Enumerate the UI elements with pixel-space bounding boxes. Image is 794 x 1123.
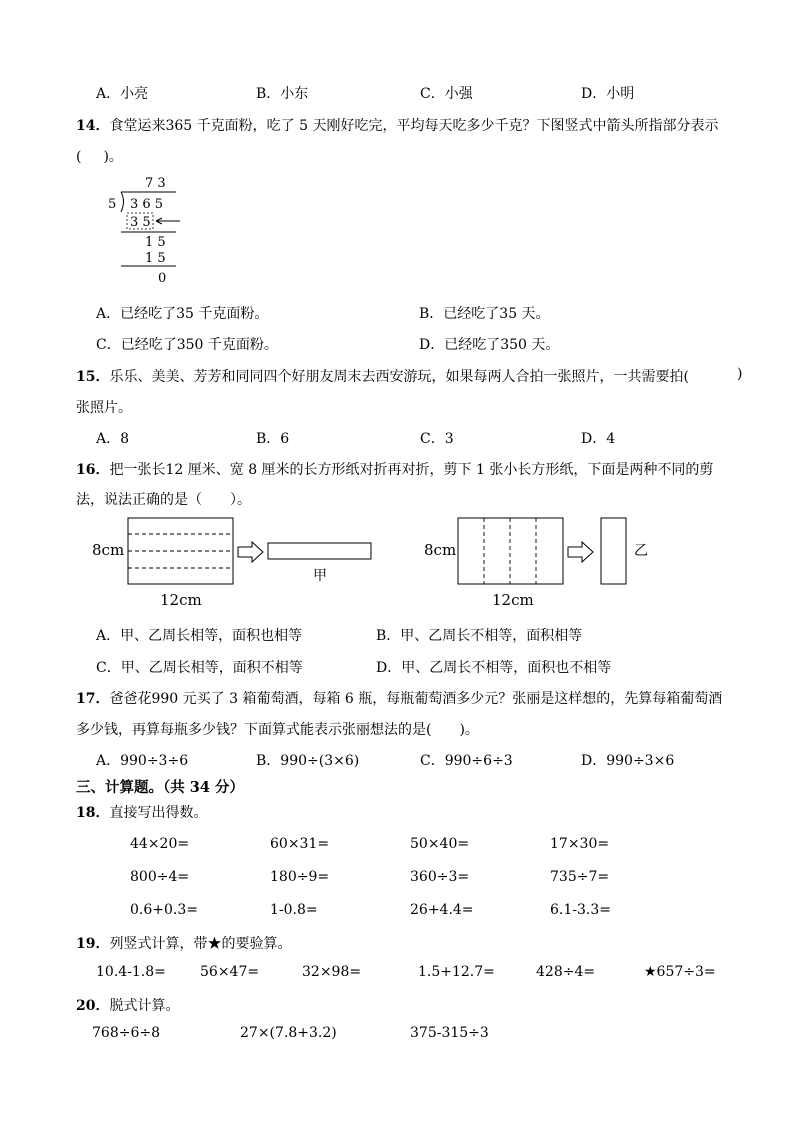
q18-item: 17×30= bbox=[550, 836, 610, 852]
q15-text: 乐乐、美美、芳芳和同同四个好朋友周末去西安游玩，如果每两人合拍一张照片，一共需要拍( bbox=[109, 369, 689, 385]
division-step3: 1 5 bbox=[145, 251, 166, 266]
q16-text: 把一张长12 厘米、宽 8 厘米的长方形纸对折再对折，剪下 1 张小长方形纸，下面是两种不同的剪 bbox=[109, 462, 714, 478]
right-result-label: 乙 bbox=[634, 543, 648, 559]
q18-item: 800÷4= bbox=[130, 869, 190, 885]
q15-line1 bbox=[76, 366, 689, 386]
q17-option-c: C．990÷6÷3 bbox=[420, 753, 513, 769]
right-arrow-icon bbox=[568, 542, 593, 562]
q18-item: 6.1-3.3= bbox=[550, 902, 611, 918]
q19-item: 428÷4= bbox=[536, 964, 596, 980]
q17-option-d: D．990÷3×6 bbox=[581, 753, 675, 769]
q16-option-b: B．甲、乙周长不相等，面积相等 bbox=[376, 628, 583, 644]
q20-line bbox=[76, 995, 179, 1015]
left-arrow-icon bbox=[238, 542, 263, 562]
q18-text: 直接写出得数。 bbox=[109, 805, 208, 821]
q16-number: 16． bbox=[76, 462, 110, 478]
q18-item: 1-0.8= bbox=[270, 902, 318, 918]
right-paper-rect bbox=[458, 518, 563, 584]
q16-option-a: A．甲、乙周长相等，面积也相等 bbox=[96, 628, 303, 644]
q20-item: 375-315÷3 bbox=[410, 1025, 489, 1041]
q18-item: 26+4.4= bbox=[410, 902, 474, 918]
q19-line bbox=[76, 933, 291, 953]
q14-line1: 食堂运来365 千克面粉，吃了 5 天刚好吃完，平均每天吃多少千克？下图竖式中箭头所指部分表示 bbox=[109, 118, 719, 134]
division-quotient: 7 3 bbox=[145, 176, 166, 191]
q14-paren-close: )。 bbox=[103, 149, 123, 165]
q18-item: 60×31= bbox=[270, 836, 330, 852]
left-result-label: 甲 bbox=[313, 568, 327, 584]
q20-text: 脱式计算。 bbox=[109, 998, 180, 1014]
q13-option-a: A．小亮 bbox=[96, 86, 149, 102]
q16-figure bbox=[88, 512, 708, 612]
q16-option-d: D．甲、乙周长不相等，面积也不相等 bbox=[376, 660, 612, 676]
q16-option-c: C．甲、乙周长相等，面积不相等 bbox=[96, 660, 303, 676]
q14-option-b: B．已经吃了35 天。 bbox=[419, 306, 550, 322]
q14-option-d: D．已经吃了350 天。 bbox=[419, 337, 560, 353]
q14-number: 14． bbox=[76, 118, 110, 134]
right-height-label: 8cm bbox=[424, 541, 457, 559]
right-width-label: 12cm bbox=[492, 591, 534, 609]
q20-item: 768÷6÷8 bbox=[92, 1025, 160, 1041]
division-step2: 1 5 bbox=[145, 235, 166, 250]
division-remainder: 0 bbox=[158, 271, 167, 286]
q15-line2: 张照片。 bbox=[76, 400, 132, 416]
result-strip-yi bbox=[601, 518, 626, 584]
q17-option-b: B．990÷(3×6) bbox=[256, 753, 360, 769]
q17-number: 17． bbox=[76, 691, 110, 707]
q19-text: 列竖式计算，带★的要验算。 bbox=[109, 936, 292, 952]
q15-paren-close: ) bbox=[737, 366, 743, 382]
q13-option-c: C．小强 bbox=[420, 86, 473, 102]
q19-item: 1.5+12.7= bbox=[418, 964, 495, 980]
q14-paren-open: ( bbox=[76, 149, 82, 165]
q14-text bbox=[76, 115, 718, 135]
q17-line1 bbox=[76, 688, 722, 708]
q17-option-a: A．990÷3÷6 bbox=[96, 753, 189, 769]
left-width-label: 12cm bbox=[160, 591, 202, 609]
result-strip-jia bbox=[268, 543, 371, 559]
q19-item: 10.4-1.8= bbox=[96, 964, 166, 980]
division-dividend: 3 6 5 bbox=[130, 197, 164, 212]
q19-item: 32×98= bbox=[302, 964, 362, 980]
q15-number: 15． bbox=[76, 369, 110, 385]
division-divisor: 5 bbox=[108, 197, 117, 212]
section-3-title: 三、计算题。（共 34 分） bbox=[76, 779, 245, 796]
division-step1: 3 5 bbox=[130, 215, 151, 230]
q13-option-d: D．小明 bbox=[581, 86, 635, 102]
q20-number: 20． bbox=[76, 998, 110, 1014]
q20-item: 27×(7.8+3.2) bbox=[240, 1025, 337, 1041]
q15-option-a: A．8 bbox=[96, 431, 130, 447]
q18-item: 0.6+0.3= bbox=[130, 902, 198, 918]
q18-item: 360÷3= bbox=[410, 869, 470, 885]
q18-item: 44×20= bbox=[130, 836, 190, 852]
q16-line1 bbox=[76, 459, 713, 479]
q15-option-c: C．3 bbox=[420, 431, 454, 447]
q18-item: 735÷7= bbox=[550, 869, 610, 885]
left-height-label: 8cm bbox=[92, 541, 125, 559]
q18-item: 50×40= bbox=[410, 836, 470, 852]
q15-option-b: B．6 bbox=[256, 431, 290, 447]
q18-line bbox=[76, 802, 207, 822]
q14-long-division-figure bbox=[100, 172, 190, 290]
q14-option-c: C．已经吃了350 千克面粉。 bbox=[96, 337, 278, 353]
q17-text: 爸爸花990 元买了 3 箱葡萄酒，每箱 6 瓶，每瓶葡萄酒多少元？张丽是这样想的，先算每箱葡萄酒 bbox=[109, 691, 723, 707]
q14-option-a: A．已经吃了35 千克面粉。 bbox=[96, 306, 269, 322]
q16-line2: 法，说法正确的是（ ）。 bbox=[76, 492, 251, 508]
q15-option-d: D．4 bbox=[581, 431, 616, 447]
q18-number: 18． bbox=[76, 805, 110, 821]
q14-line2 bbox=[76, 146, 123, 166]
q19-item: ★657÷3= bbox=[644, 964, 716, 980]
q18-item: 180÷9= bbox=[270, 869, 330, 885]
q19-number: 19． bbox=[76, 936, 110, 952]
q17-line2: 多少钱，再算每瓶多少钱？下面算式能表示张丽想法的是( )。 bbox=[76, 722, 479, 738]
q13-option-b: B．小东 bbox=[256, 86, 309, 102]
q19-item: 56×47= bbox=[200, 964, 260, 980]
